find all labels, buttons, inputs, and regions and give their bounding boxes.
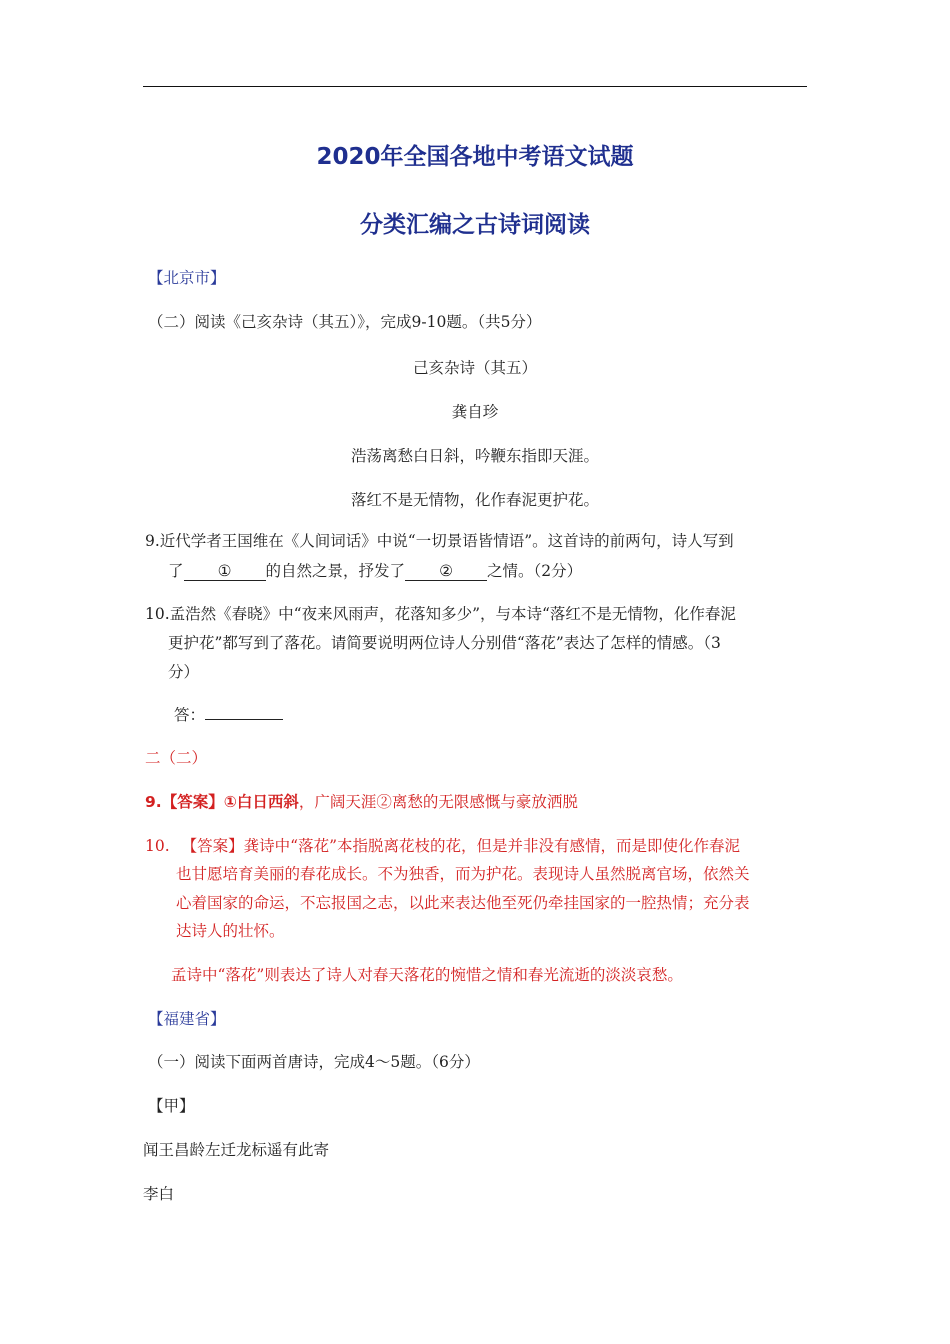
question-10-line-1: 10.孟浩然《春晓》中“夜来风雨声，花落知多少”，与本诗“落红不是无情物，化作春泥 xyxy=(145,605,736,623)
answer-10-line-4: 达诗人的壮怀。 xyxy=(176,922,285,940)
answer-10-line-5: 孟诗中“落花”则表达了诗人对春天落花的惋惜之情和春光流逝的淡淡哀愁。 xyxy=(171,966,683,984)
answer-9 xyxy=(145,792,578,812)
fujian-poem-author: 李白 xyxy=(143,1185,175,1203)
answer-10-line-2: 也甘愿培育美丽的春花成长。不为独香，而为护花。表现诗人虽然脱离官场，依然关 xyxy=(176,865,750,883)
header-rule xyxy=(143,86,807,87)
answer-heading: 二（二） xyxy=(145,749,208,767)
poem-line-1: 浩荡离愁白日斜，吟鞭东指即天涯。 xyxy=(350,447,599,465)
question-9-text-a: 了 xyxy=(168,562,184,580)
answer-9-rest: ，广阔天涯②离愁的无限感慨与豪放洒脱 xyxy=(298,793,578,811)
question-9-text-b: 的自然之景，抒发了 xyxy=(265,562,406,580)
answer-10-line-3: 心着国家的命运，不忘报国之志，以此来表达他至死仍牵挂国家的一腔热情；充分表 xyxy=(176,894,750,912)
question-9-line-1: 9.近代学者王国维在《人间词话》中说“一切景语皆情语”。这首诗的前两句，诗人写到 xyxy=(145,532,734,550)
answer-field[interactable] xyxy=(205,719,283,720)
answer-10-text-1: 【答案】龚诗中“落花”本指脱离花枝的花，但是并非没有感情，而是即使化作春泥 xyxy=(181,837,741,855)
answer-blank-2[interactable]: ② xyxy=(405,562,487,581)
answer-label: 答： xyxy=(174,706,206,724)
fujian-poem-title: 闻王昌龄左迁龙标遥有此寄 xyxy=(143,1141,330,1159)
poem-title: 己亥杂诗（其五） xyxy=(412,359,537,377)
section-intro: （二）阅读《己亥杂诗（其五）》，完成9-10题。（共5分） xyxy=(148,313,542,331)
poem-label-jia: 【甲】 xyxy=(148,1097,195,1115)
poem-line-2: 落红不是无情物，化作春泥更护花。 xyxy=(350,491,599,509)
question-9-line-2 xyxy=(168,561,582,581)
answer-9-key: ①白日西斜 xyxy=(223,793,299,811)
page-subtitle: 分类汇编之古诗词阅读 xyxy=(360,212,590,238)
answer-10-number: 10. xyxy=(145,837,170,855)
answer-9-tag: 【答案】 xyxy=(161,793,224,811)
page-title: 2020年全国各地中考语文试题 xyxy=(316,144,634,170)
answer-10-line-1 xyxy=(145,836,740,856)
answer-line xyxy=(174,705,283,725)
region-heading-beijing: 【北京市】 xyxy=(148,269,226,287)
question-9-text-c: 之情。（2分） xyxy=(487,562,583,580)
answer-blank-1[interactable]: ① xyxy=(184,562,266,581)
fujian-intro: （一）阅读下面两首唐诗，完成4～5题。（6分） xyxy=(148,1053,480,1071)
poem-author: 龚自珍 xyxy=(451,403,499,421)
region-heading-fujian: 【福建省】 xyxy=(148,1010,226,1028)
answer-9-number: 9. xyxy=(145,793,162,811)
question-10-line-3: 分） xyxy=(168,663,200,681)
question-10-line-2: 更护花”都写到了落花。请简要说明两位诗人分别借“落花”表达了怎样的情感。（3 xyxy=(168,634,721,652)
